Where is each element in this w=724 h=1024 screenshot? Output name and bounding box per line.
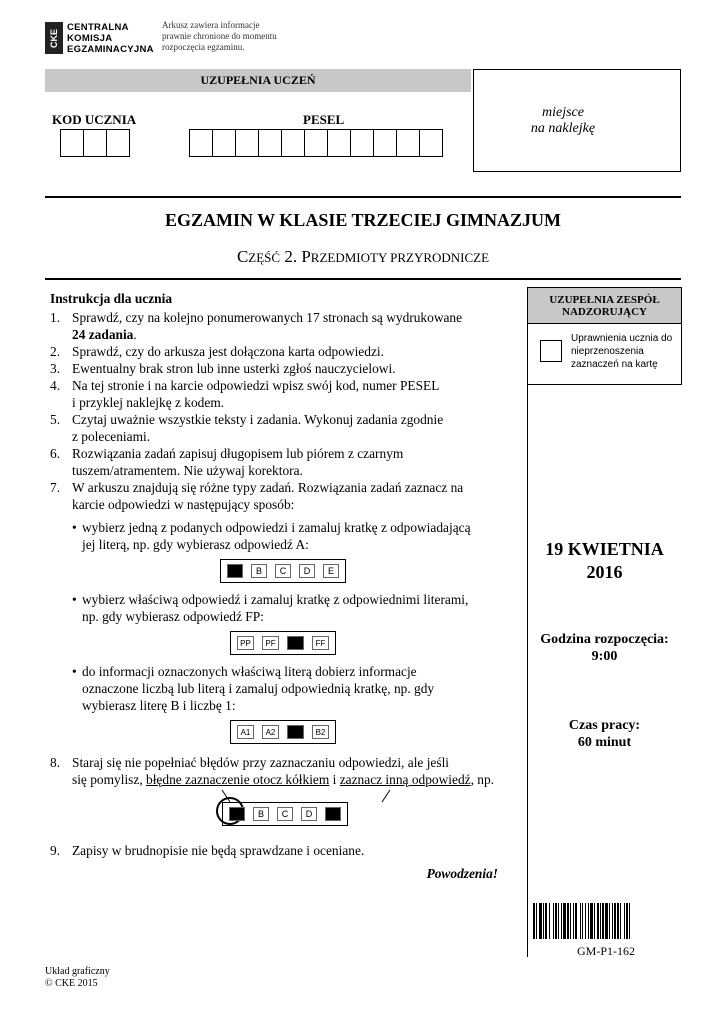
item-text: Zapisy w brudnopisie nie będą sprawdzane i oceniane. (72, 843, 365, 858)
date-line: 19 KWIETNIA (545, 539, 664, 559)
item-text: karcie odpowiedzi w następujący sposób: (72, 497, 295, 512)
subtitle-part: C (236, 247, 249, 266)
item-text: Rozwiązania zadań zapisuj długopisem lub piórem z czarnym (72, 446, 404, 461)
item-text: W arkuszu znajdują się różne typy zadań. Rozwiązania zadań zaznacz na (72, 480, 464, 495)
duration-value: 60 minut (577, 735, 632, 750)
answer-box: D (299, 564, 315, 578)
item-number: 4. (50, 378, 61, 393)
answer-box-filled (287, 725, 304, 739)
answer-box: A1 (237, 725, 254, 739)
item-text: Czytaj uważnie wszystkie teksty i zadania. Wykonuj zadania zgodnie (72, 412, 444, 427)
pesel-cell[interactable] (327, 129, 351, 157)
pesel-cell[interactable] (396, 129, 420, 157)
bullet-text: jej literą, np. gdy wybierasz odpowiedź A: (82, 537, 309, 552)
answer-box-filled (227, 564, 243, 578)
duration (527, 717, 682, 751)
sheet-code: GM-P1-162 (576, 944, 635, 958)
start-label: Godzina rozpoczęcia: (540, 632, 669, 647)
item-text: z poleceniami. (72, 429, 151, 444)
item-number: 1. (50, 310, 61, 325)
instruction-item (50, 445, 510, 479)
item-text: Sprawdź, czy na kolejno ponumerowanych 17 stronach są wydrukowane (72, 310, 463, 325)
answer-box: A2 (262, 725, 279, 739)
confidentiality-notice (162, 20, 277, 53)
bullet-text: wybierz jedną z podanych odpowiedzi i zamaluj kratkę z odpowiadającą (82, 520, 471, 535)
item-number: 9. (50, 843, 61, 858)
title-line: NADZORUJĄCY (562, 305, 647, 318)
answer-box: B2 (312, 725, 329, 739)
start-value: 9:00 (591, 649, 618, 664)
instruction-item (50, 842, 510, 859)
item-underlined: zaznacz inną odpowiedź (339, 772, 471, 787)
item-text: i przyklej naklejkę z kodem. (72, 395, 225, 410)
instruction-item (50, 343, 510, 360)
supervisor-section-title (527, 287, 682, 324)
start-time (527, 631, 682, 665)
sidebar-border (527, 287, 683, 957)
item-text: Ewentualny brak stron lub inne usterki zgłoś nauczycielowi. (72, 361, 396, 376)
cke-logo-mark: CKE (45, 22, 63, 54)
instructions-heading: Instrukcja dla ucznia (50, 291, 173, 306)
answer-example-truefalse (230, 631, 336, 655)
answer-box-filled (229, 807, 245, 821)
item-number: 5. (50, 412, 61, 427)
item-tail: . (133, 327, 137, 342)
pesel-label: PESEL (303, 112, 345, 127)
item-text: , np. (470, 772, 495, 787)
item-number: 3. (50, 361, 61, 376)
barcode (533, 903, 679, 939)
date-line: 2016 (586, 562, 623, 582)
student-code-field[interactable] (61, 129, 130, 157)
pesel-field[interactable] (190, 129, 443, 157)
answer-box: PF (262, 636, 279, 650)
cke-logo-text (67, 22, 154, 55)
rights-checkbox[interactable] (540, 340, 562, 362)
subtitle-part: ZĘŚĆ (248, 250, 281, 265)
pesel-cell[interactable] (212, 129, 236, 157)
instruction-item (50, 377, 510, 411)
code-cell[interactable] (60, 129, 84, 157)
pesel-cell[interactable] (373, 129, 397, 157)
pesel-cell[interactable] (281, 129, 305, 157)
bullet-text: wybierz właściwą odpowiedź i zamaluj kratkę z odpowiednimi literami, (82, 592, 469, 607)
answer-box: D (301, 807, 317, 821)
item-number: 6. (50, 446, 61, 461)
bullet-text: do informacji oznaczonych właściwą literą dobierz informacje (82, 664, 417, 679)
notice-line: prawnie chronione do momentu (162, 31, 277, 41)
exam-subtitle (45, 247, 681, 267)
answer-example-matching (230, 720, 336, 744)
sticker-line: miejsce (542, 104, 584, 120)
item-text: tuszem/atramentem. Nie używaj korektora. (72, 463, 303, 478)
exam-title: EGZAMIN W KLASIE TRZECIEJ GIMNAZJUM (164, 210, 562, 230)
answer-example-corrected (222, 802, 348, 826)
footer-line: © CKE 2015 (45, 978, 98, 989)
sticker-placeholder (473, 69, 681, 172)
code-cell[interactable] (83, 129, 107, 157)
answer-example-single (220, 559, 346, 583)
code-cell[interactable] (106, 129, 130, 157)
logo-line: KOMISJA (67, 33, 113, 44)
subtitle-part: RZEDMIOTY PRZYRODNICZE (310, 250, 490, 265)
pesel-cell[interactable] (258, 129, 282, 157)
rights-line: zaznaczeń na kartę (571, 359, 658, 370)
closing-wish: Powodzenia! (426, 866, 498, 881)
answer-box: B (251, 564, 267, 578)
instruction-item (50, 754, 510, 788)
bullet-text: oznaczone liczbą lub literą i zamaluj odpowiednią kratkę, np. gdy (82, 681, 435, 696)
answer-box: FF (312, 636, 329, 650)
divider (45, 278, 681, 280)
instruction-item (50, 309, 510, 343)
rights-line: Uprawnienia ucznia do (571, 333, 673, 344)
pesel-cell[interactable] (304, 129, 328, 157)
student-section-title: UZUPEŁNIA UCZEŃ (45, 69, 471, 92)
sticker-line: na naklejkę (530, 120, 596, 136)
answer-box-filled (325, 807, 341, 821)
item-bold: 24 zadania (72, 327, 134, 342)
item-text: Staraj się nie popełniać błędów przy zaznaczaniu odpowiedzi, ale jeśli (72, 755, 450, 770)
bullet-dot: • (72, 664, 77, 679)
instruction-item (50, 360, 510, 377)
answer-box: B (253, 807, 269, 821)
bullet-text: np. gdy wybierasz odpowiedź FP: (82, 609, 264, 624)
answer-box: E (323, 564, 339, 578)
pesel-cell[interactable] (419, 129, 443, 157)
item-number: 7. (50, 480, 61, 495)
bullet-text: wybierasz literę B i liczbę 1: (82, 698, 236, 713)
answer-box: C (275, 564, 291, 578)
answer-box: C (277, 807, 293, 821)
divider (45, 196, 681, 198)
title-line: UZUPEŁNIA ZESPÓŁ (549, 293, 660, 306)
bullet-dot: • (72, 520, 77, 535)
logo-line: CENTRALNA (67, 22, 129, 33)
item-number: 2. (50, 344, 61, 359)
rights-field (527, 324, 682, 385)
bullet-item (50, 591, 510, 625)
student-code-label: KOD UCZNIA (52, 112, 137, 127)
item-underlined: błędne zaznaczenie otocz kółkiem (146, 772, 330, 787)
rights-text (571, 332, 672, 371)
bullet-item (50, 663, 510, 714)
item-text: Sprawdź, czy do arkusza jest dołączona karta odpowiedzi. (72, 344, 384, 359)
pesel-cell[interactable] (350, 129, 374, 157)
subtitle-part: 2. P (280, 247, 311, 266)
footer (45, 966, 110, 990)
answer-box: PP (237, 636, 254, 650)
pesel-cell[interactable] (189, 129, 213, 157)
answer-box-filled (287, 636, 304, 650)
item-number: 8. (50, 755, 61, 770)
correction-example (50, 788, 510, 830)
item-text: Na tej stronie i na karcie odpowiedzi wpisz swój kod, numer PESEL (72, 378, 440, 393)
bullet-dot: • (72, 592, 77, 607)
duration-label: Czas pracy: (568, 718, 641, 733)
instructions (50, 290, 510, 882)
notice-line: Arkusz zawiera informacje (162, 20, 260, 30)
item-text: i (329, 772, 340, 787)
pesel-cell[interactable] (235, 129, 259, 157)
exam-date (527, 538, 682, 584)
bullet-item (50, 519, 510, 553)
notice-line: rozpoczęcia egzaminu. (162, 42, 245, 52)
logo-line: EGZAMINACYJNA (67, 44, 154, 55)
item-text: się pomylisz, (72, 772, 147, 787)
instruction-item (50, 411, 510, 445)
barcode-bar (630, 903, 632, 939)
footer-line: Układ graficzny (45, 966, 110, 977)
rights-line: nieprzenoszenia (571, 346, 644, 357)
instruction-item (50, 479, 510, 513)
